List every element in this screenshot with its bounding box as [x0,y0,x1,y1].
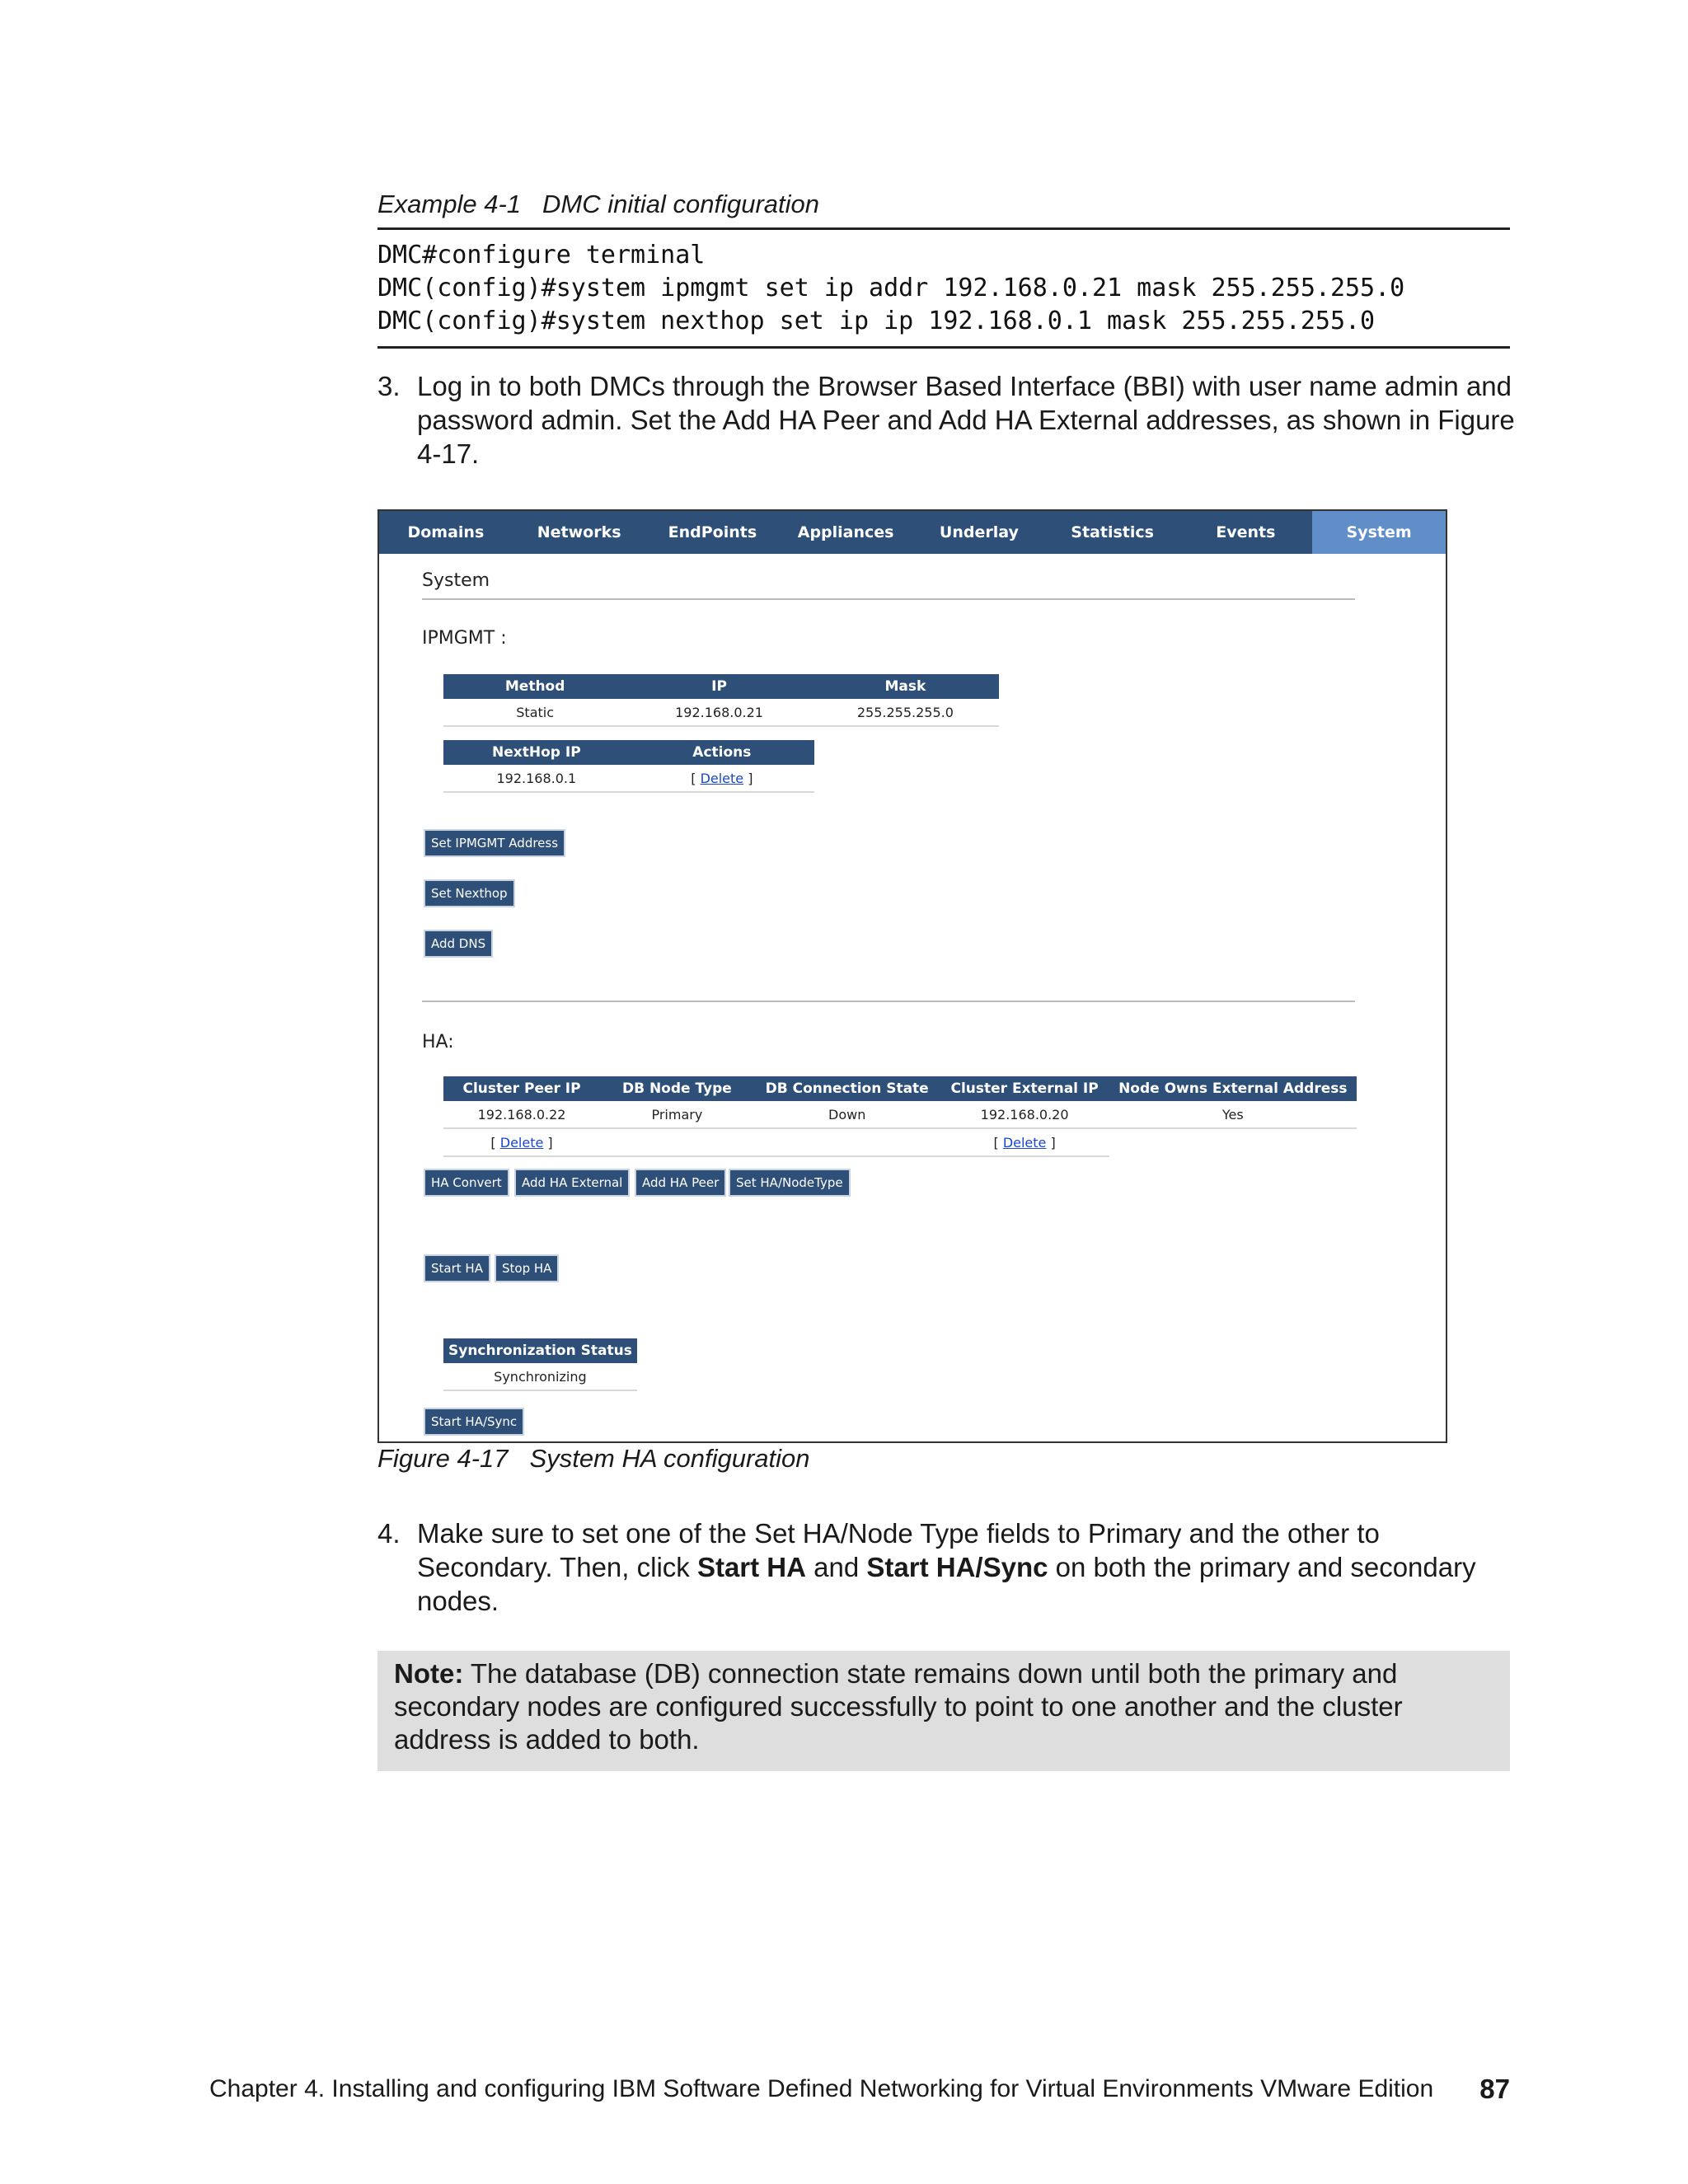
start-ha-bold: Start HA [696,1552,806,1582]
table-row [443,1128,1357,1156]
column-header: Method [443,674,626,699]
note-label: Note: [394,1658,464,1689]
figure-title: System HA configuration [529,1444,810,1473]
table-cell: 192.168.0.20 [940,1101,1109,1128]
table-cell: Yes [1109,1101,1357,1128]
column-header: DB Connection State [754,1076,940,1101]
table-row [443,699,999,726]
step-text-part: and [805,1552,867,1582]
stop-ha-button[interactable]: Stop HA [496,1256,557,1281]
figure-screenshot [377,509,1447,1443]
top-rule [377,227,1510,230]
table-row [443,765,814,792]
tab-events[interactable]: Events [1216,523,1276,541]
ha-label: HA: [422,1032,454,1052]
footer-chapter: Chapter 4. Installing and configuring IBM Software Defined Networking for Virtual Environments VMware Edition [209,2075,1434,2102]
sync-status-table [443,1338,637,1391]
step-text-part: on both the primary and secondary nodes. [417,1552,1476,1616]
title-divider [422,598,1355,600]
ha-table [443,1076,1357,1157]
table-cell: Down [754,1101,940,1128]
step-number: 3. [377,371,401,401]
table-cell: 192.168.0.22 [443,1101,600,1128]
code-line: DMC#configure terminal [377,241,706,269]
tab-appliances[interactable]: Appliances [797,523,894,541]
column-header: DB Node Type [600,1076,754,1101]
tab-endpoints[interactable]: EndPoints [668,523,757,541]
table-row [443,1101,1357,1128]
column-header: IP [626,674,811,699]
table-row [443,1363,637,1390]
ipmgmt-label: IPMGMT : [422,628,507,649]
figure-caption [377,1444,810,1474]
table-cell [1109,1128,1357,1156]
set-ha-nodetype-button[interactable]: Set HA/NodeType [730,1170,849,1195]
column-header: Node Owns External Address [1109,1076,1357,1101]
figure-label: Figure 4-17 [377,1444,509,1473]
step-number: 4. [377,1518,401,1549]
delete-nexthop-link[interactable]: Delete [700,770,744,786]
step-4 [377,1516,1515,1618]
delete-external-link[interactable]: Delete [1002,1134,1047,1151]
ipmgmt-table [443,674,999,727]
set-ipmgmt-address-button[interactable]: Set IPMGMT Address [425,831,564,855]
step-3 [377,369,1515,471]
column-header: Cluster External IP [940,1076,1109,1101]
step-text [417,1516,1515,1618]
page-title: System [422,570,490,591]
tab-networks[interactable]: Networks [537,523,621,541]
nav-bar [379,511,1446,554]
table-cell: [ Delete ] [443,1128,600,1156]
start-ha-sync-button[interactable]: Start HA/Sync [425,1409,523,1434]
example-title: DMC initial configuration [542,190,820,218]
bottom-rule [377,346,1510,349]
table-cell [600,1128,754,1156]
tab-statistics[interactable]: Statistics [1071,523,1154,541]
table-cell: 255.255.255.0 [812,699,999,726]
table-cell: 192.168.0.1 [443,765,630,792]
section-divider [422,1001,1355,1002]
set-nexthop-button[interactable]: Set Nexthop [425,881,513,906]
table-cell: [ Delete ] [630,765,814,792]
add-ha-external-button[interactable]: Add HA External [516,1170,628,1195]
ha-convert-button[interactable]: HA Convert [425,1170,508,1195]
delete-peer-link[interactable]: Delete [499,1134,544,1151]
column-header: NextHop IP [443,740,630,765]
tab-domains[interactable]: Domains [407,523,485,541]
add-ha-peer-button[interactable]: Add HA Peer [636,1170,724,1195]
column-header: Synchronization Status [443,1338,637,1363]
column-header: Cluster Peer IP [443,1076,600,1101]
example-label: Example 4-1 [377,190,522,218]
code-block [377,239,1404,338]
code-line: DMC(config)#system ipmgmt set ip addr 192.168.0.21 mask 255.255.255.0 [377,274,1405,302]
table-cell: [ Delete ] [940,1128,1109,1156]
start-ha-sync-bold: Start HA/Sync [866,1552,1048,1582]
column-header: Mask [812,674,999,699]
add-dns-button[interactable]: Add DNS [425,931,491,956]
tab-system[interactable]: System [1312,511,1446,554]
table-cell: Static [443,699,626,726]
note-box [377,1651,1510,1771]
step-text: Log in to both DMCs through the Browser Based Interface (BBI) with user name admin and password admin. Set the Add HA Peer and Add HA External addresses, as shown in Figure 4-17. [417,371,1515,469]
table-cell: Primary [600,1101,754,1128]
start-ha-button[interactable]: Start HA [425,1256,489,1281]
table-cell: 192.168.0.21 [626,699,811,726]
tab-underlay[interactable]: Underlay [939,523,1019,541]
code-line: DMC(config)#system nexthop set ip ip 192.168.0.1 mask 255.255.255.0 [377,307,1376,335]
column-header: Actions [630,740,814,765]
note-text: The database (DB) connection state remains down until both the primary and secondary nodes are configured successfully to point to one another and the cluster address is added to both. [394,1658,1403,1755]
table-cell: Synchronizing [443,1363,637,1390]
page-number: 87 [1479,2074,1510,2104]
nexthop-table [443,740,814,793]
step-text-part: Make sure to set one of the Set HA/Node Type fields to Primary and the other to Secondary. Then, click [417,1518,1380,1582]
example-caption [377,190,819,219]
table-cell [754,1128,940,1156]
